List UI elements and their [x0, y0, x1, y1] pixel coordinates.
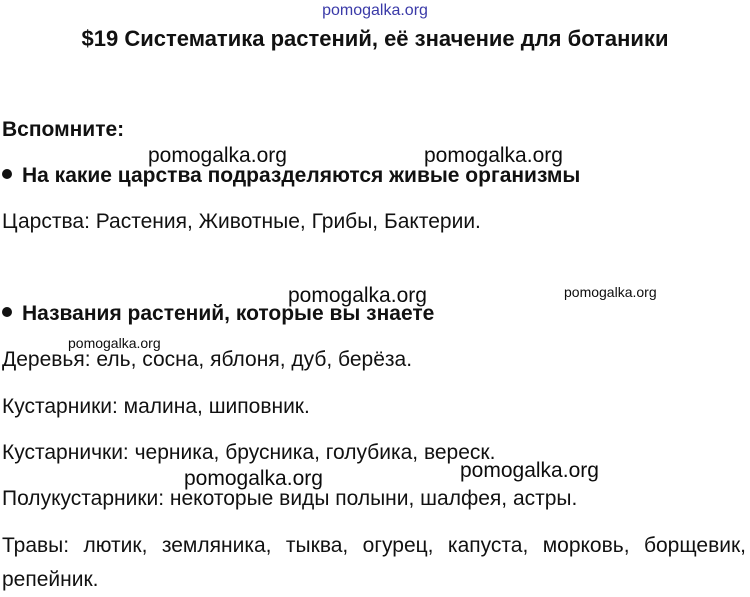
question-kingdoms-text: На какие царства подразделяются живые организмы — [22, 164, 581, 187]
watermark: pomogalka.org — [148, 144, 287, 167]
watermark: pomogalka.org — [288, 284, 427, 307]
answer-shrubs: Кустарники: малина, шиповник. — [2, 395, 310, 418]
answer-subshrubs: Кустарнички: черника, брусника, голубика, вереск. — [2, 441, 496, 464]
watermark: pomogalka.org — [460, 459, 599, 482]
bullet-icon — [2, 169, 12, 179]
question-plants-text: Названия растений, которые вы знаете — [22, 302, 435, 325]
site-link[interactable]: pomogalka.org — [322, 2, 428, 19]
answer-semishrubs: Полукустарники: некоторые виды полыни, шалфея, астры. — [2, 487, 578, 510]
answer-kingdoms: Царства: Растения, Животные, Грибы, Бактерии. — [2, 210, 481, 233]
watermark: pomogalka.org — [564, 284, 657, 300]
remember-heading: Вспомните: — [2, 118, 125, 141]
answer-trees: Деревья: ель, сосна, яблоня, дуб, берёза. — [2, 348, 413, 371]
bullet-icon — [2, 307, 12, 317]
page-title: $19 Систематика растений, её значение для ботаники — [81, 26, 669, 51]
answer-herbs: Травы: лютик, земляника, тыква, огурец, капуста, морковь, борщевик, репейник. — [2, 534, 746, 591]
watermark: pomogalka.org — [424, 144, 563, 167]
watermark: pomogalka.org — [184, 467, 323, 490]
watermark: pomogalka.org — [68, 335, 161, 351]
